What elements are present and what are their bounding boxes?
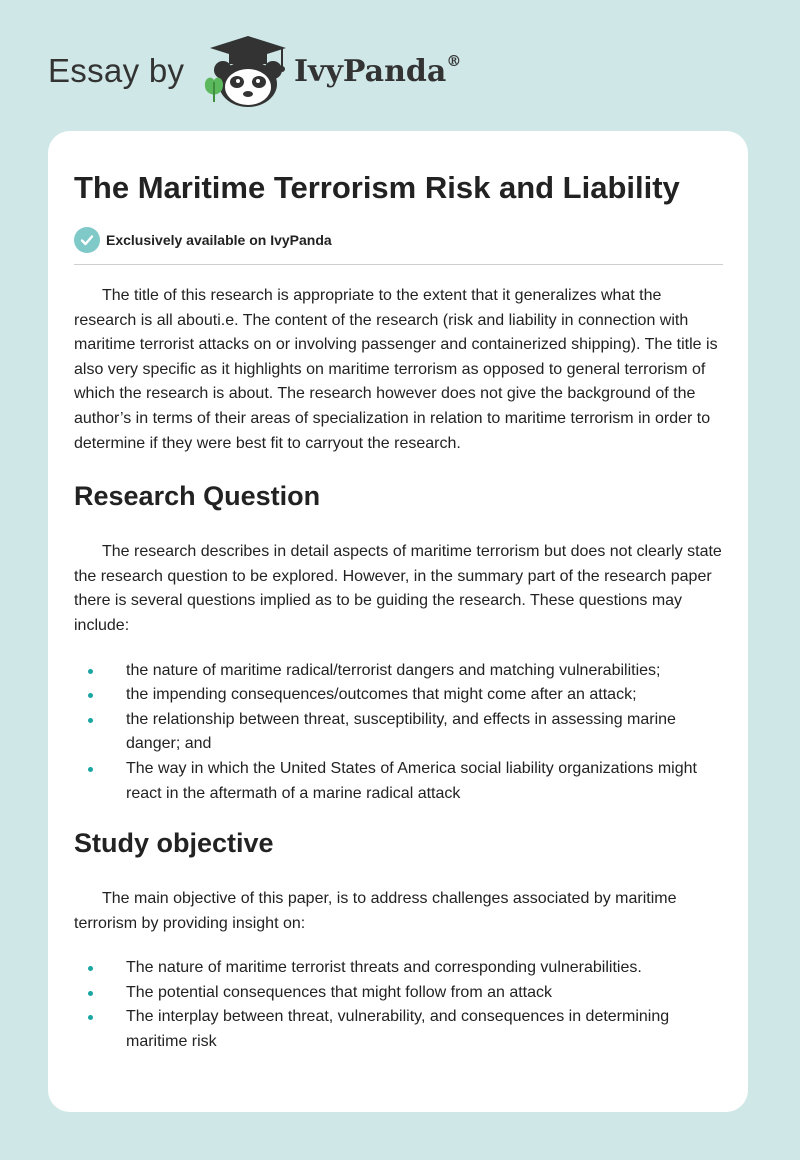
- essay-content: [74, 167, 724, 1055]
- list-item: [74, 981, 724, 1006]
- bullet-icon: [88, 767, 93, 772]
- bullet-icon: [88, 991, 93, 996]
- essay-by-label: Essay by: [48, 52, 185, 89]
- essay-card: [48, 131, 748, 1112]
- study-objective-list: [74, 956, 724, 1054]
- list-item: [74, 757, 724, 806]
- intro-paragraph: The title of this research is appropriate to the extent that it generalizes what the research is all abouti.e. The content of the research (risk and liability in connection with maritime terrorist attacks on or involving passenger and containerized shipping). The title is also very specific as it highlights on maritime terrorism as opposed to general terrorism of which the research is about. The research however does not give the background of the author’s in terms of their areas of specialization in relation to maritime terrorism in order to determine if they were best fit to carryout the research.: [74, 287, 718, 452]
- list-item: [74, 708, 724, 757]
- list-item-text: the impending consequences/outcomes that might come after an attack;: [126, 686, 637, 704]
- list-item-text: The way in which the United States of America social liability organizations might react in the aftermath of a marine radical attack: [126, 759, 697, 802]
- list-item-text: The interplay between threat, vulnerability, and consequences in determining maritime risk: [126, 1008, 670, 1051]
- divider: [74, 264, 723, 265]
- list-item: [74, 1005, 724, 1054]
- check-icon: [74, 227, 100, 253]
- brand-text: IvyPanda: [294, 54, 447, 89]
- study-objective-paragraph: The main objective of this paper, is to address challenges associated by maritime terrorism by providing insight on:: [74, 890, 677, 932]
- panda-logo-icon[interactable]: [202, 34, 294, 110]
- bullet-icon: [88, 693, 93, 698]
- exclusive-badge: [74, 227, 724, 253]
- list-item-text: the relationship between threat, susceptibility, and effects in assessing marine danger; and: [126, 710, 676, 753]
- essay-title: The Maritime Terrorism Risk and Liability: [74, 170, 680, 205]
- research-question-list: [74, 659, 724, 807]
- section-heading-research-question: Research Question: [74, 481, 321, 512]
- research-question-paragraph: The research describes in detail aspects of maritime terrorism but does not clearly state the research question to be explored. However, in the summary part of the research paper there is several questions implied as to be guiding the research. These questions may include:: [74, 543, 722, 634]
- list-item-text: the nature of maritime radical/terrorist dangers and matching vulnerabilities;: [126, 661, 661, 679]
- bullet-icon: [88, 669, 93, 674]
- bullet-icon: [88, 1015, 93, 1020]
- ivy-leaf-icon: [205, 78, 223, 102]
- registered-mark: ®: [446, 52, 462, 70]
- exclusive-badge-text: Exclusively available on IvyPanda: [106, 232, 332, 248]
- list-item-text: The nature of maritime terrorist threats and corresponding vulnerabilities.: [126, 959, 642, 977]
- section-heading-study-objective: Study objective: [74, 828, 274, 859]
- list-item: [74, 683, 724, 708]
- site-header: [48, 34, 508, 110]
- list-item-text: The potential consequences that might follow from an attack: [126, 983, 553, 1001]
- bullet-icon: [88, 718, 93, 723]
- bullet-icon: [88, 966, 93, 971]
- list-item: [74, 956, 724, 981]
- brand-name[interactable]: [294, 54, 461, 89]
- list-item: [74, 659, 724, 684]
